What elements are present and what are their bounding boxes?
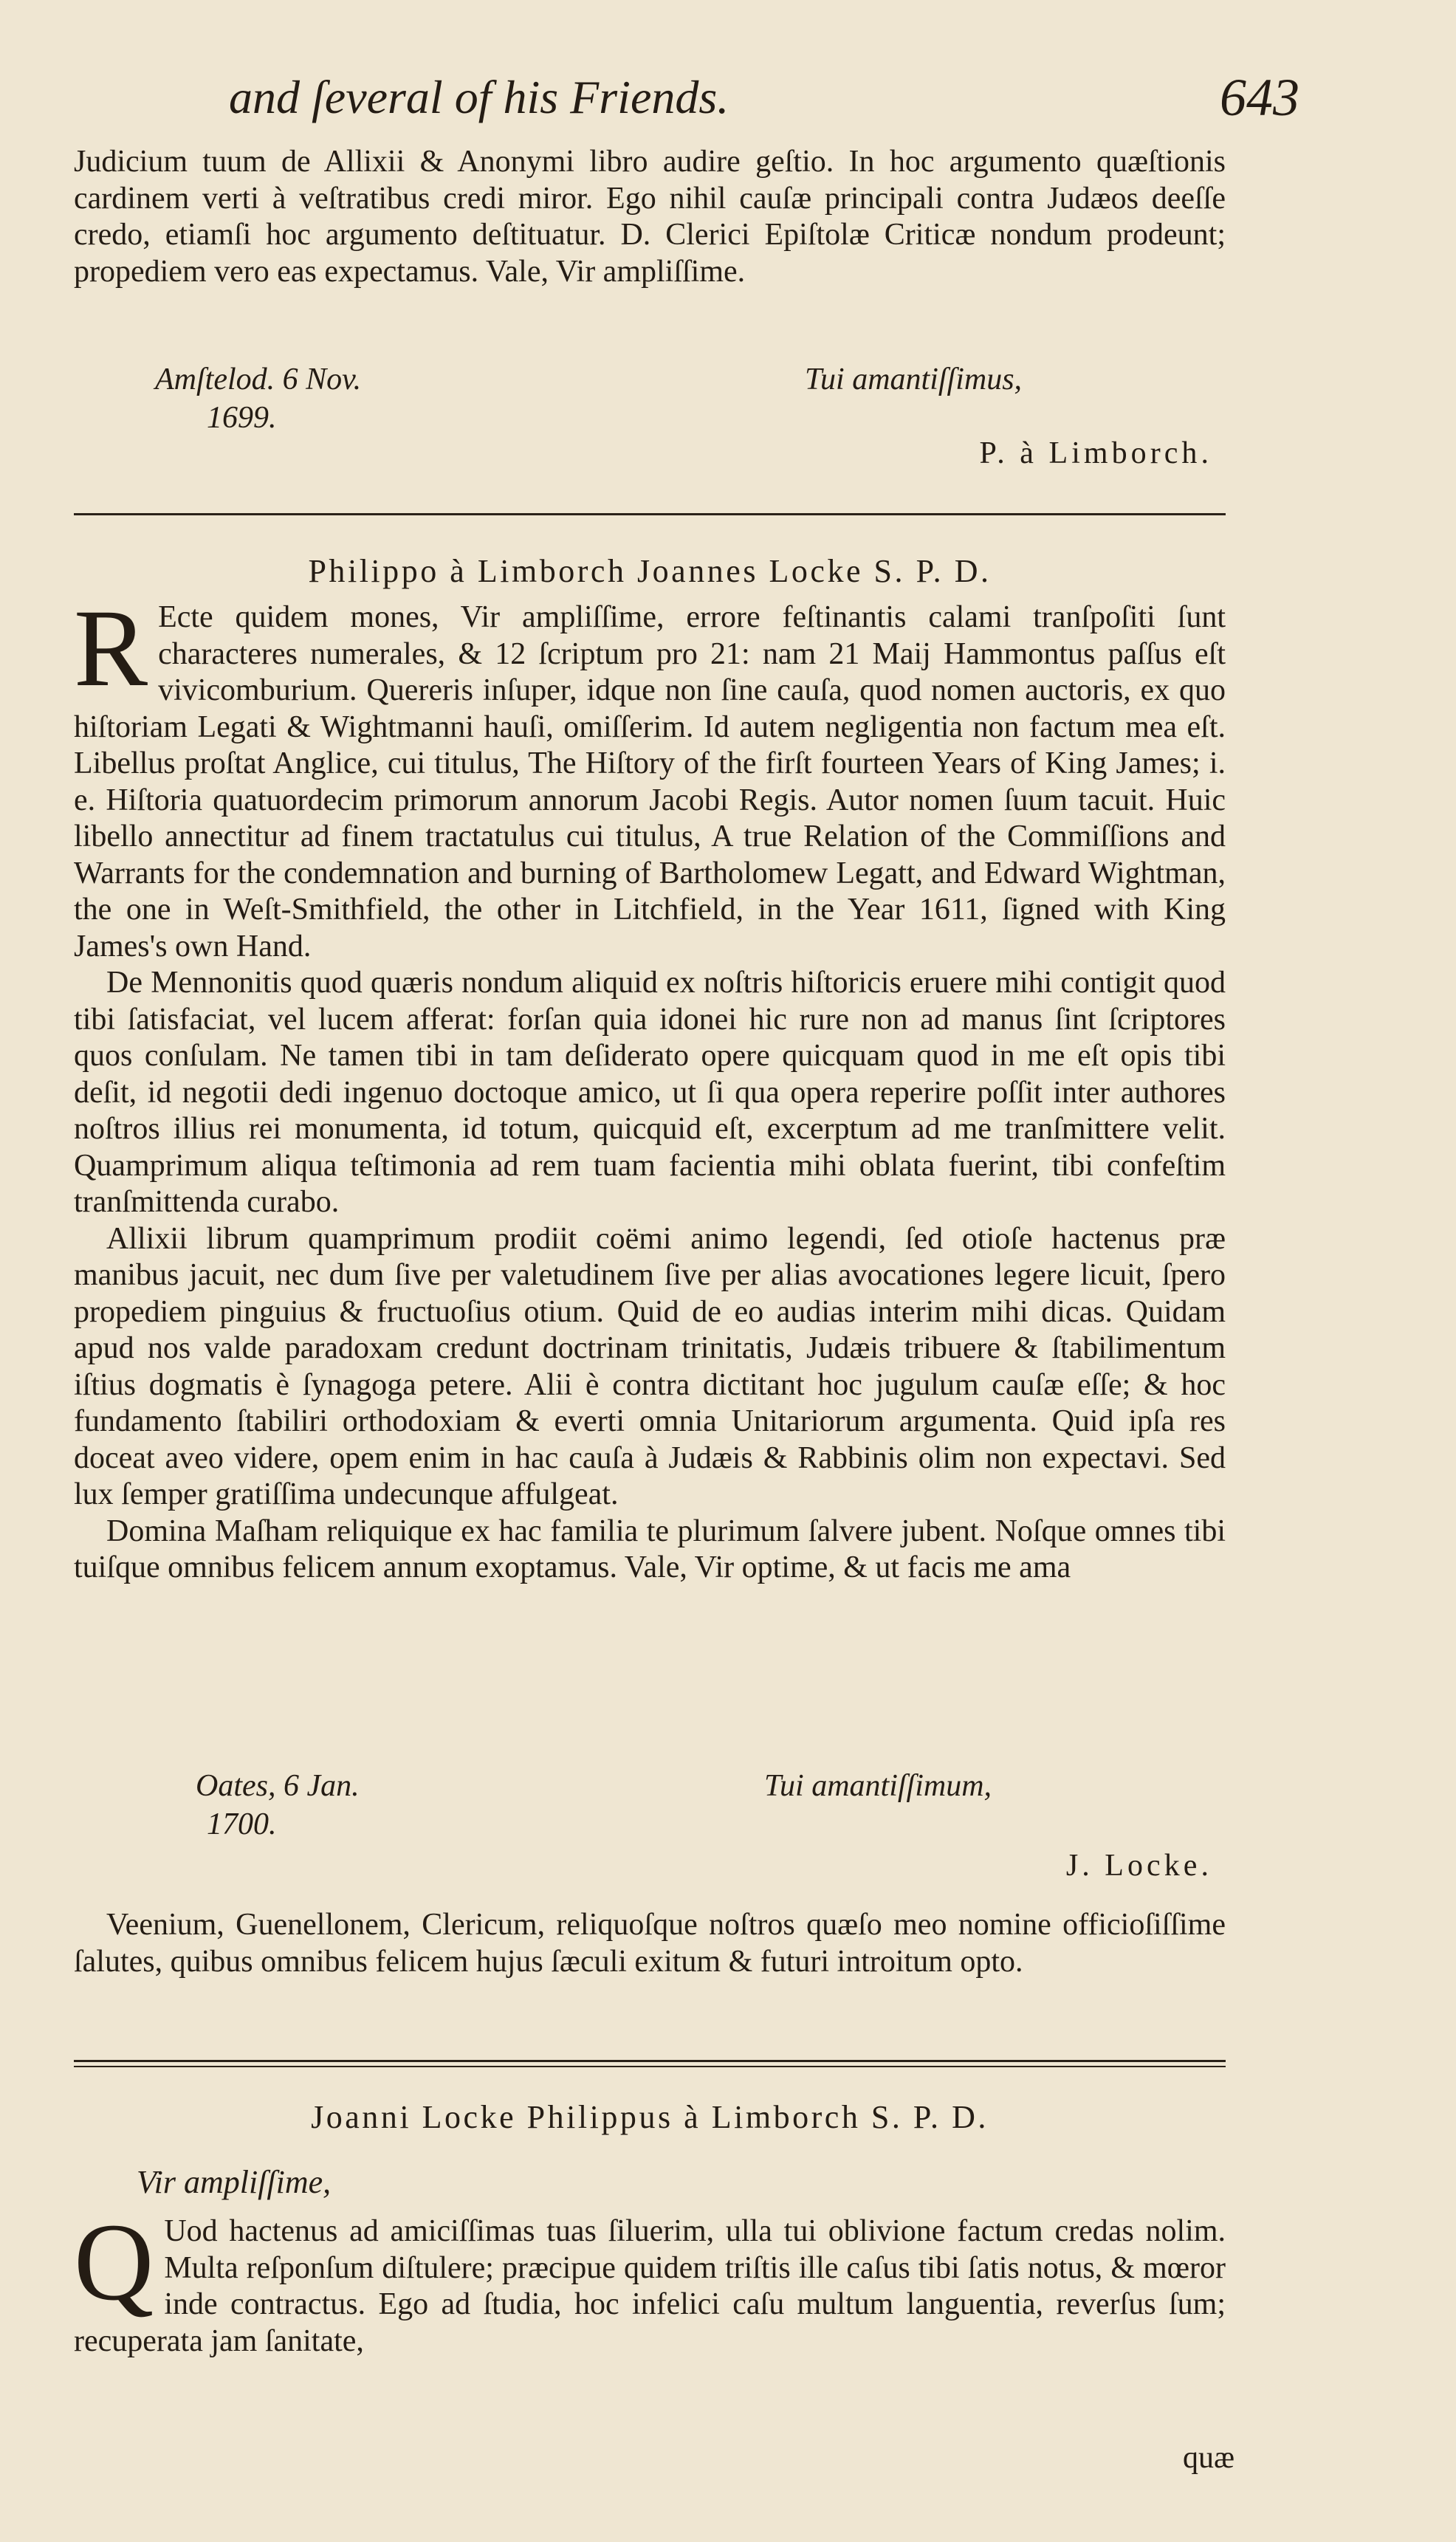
postscript-text: Veenium, Guenellonem, Clericum, reliquoſque noſtros quæſo meo nomine officioſiſſime ſalutes, quibus omnibus felicem hujus ſæculi exitum & futuri introitum opto.: [74, 1908, 1226, 1979]
letter-1-closing: Tui amantiſſimus,: [805, 363, 1023, 396]
letter-2-paragraph-3: Allixii librum quamprimum prodiit coëmi animo legendi, ſed otioſe hactenus præ manibus jacuit, nec dum ſive per valetudinem ſive per alias avocationes legere licuit, ſpero propediem pinguius & fructuoſius otium. Quid de eo audias interim mihi dicas. Quidam apud nos valde paradoxam credunt doctrinam trinitatis, Judæis tribuere & ſtabilimentum iſtius dogmatis è ſynagoga petere. Alii è contra dictitant hoc jugulum cauſæ eſſe; & hoc fundamento ſtabiliri orthodoxiam & everti omnia Unitariorum argumenta. Quid ipſa res doceat aveo videre, opem enim in hac cauſa à Judæis & Rabbinis olim non expectavi. Sed lux ſemper gratiſſima undecunque affulgeat.: [74, 1221, 1226, 1511]
letter-2-signature: J. Locke.: [1065, 1849, 1212, 1883]
letter-2-paragraph-1: [74, 587, 1226, 965]
drop-cap-r: R: [74, 587, 148, 710]
catchword: quæ: [1182, 2441, 1234, 2475]
letter-1-text: Judicium tuum de Allixii & Anonymi libro audire geſtio. In hoc argumento quæſtionis cardinem verti à veſtratibus credi miror. Ego nihil cauſæ principali contra Judæos deeſſe credo, etiamſi hoc argumento deſtituatur. D. Clerici Epiſtolæ Criticæ nondum prodeunt; propediem vero eas expectamus. Vale, Vir ampliſſime.: [74, 145, 1226, 289]
letter-3-paragraph-1-text: Uod hactenus ad amiciſſimas tuas ſiluerim, ulla tui oblivione factum credas nolim. Multa reſponſum diſtulere; præcipue quidem triſtis ille caſus tibi ſatis notus, & mœror inde contractus. Ego ad ſtudia, hoc infelici caſu multum languentia, reverſus ſum; recuperata jam ſanitate,: [74, 2214, 1226, 2358]
letter-1-body: [74, 144, 1226, 290]
letter-1-place: Amſtelod. 6 Nov.: [155, 363, 362, 396]
letter-3-heading: Joanni Locke Philippus à Limborch S. P. D.: [311, 2099, 989, 2135]
divider-rule: [74, 2066, 1226, 2067]
running-title: and ſeveral of his Friends.: [229, 71, 729, 123]
letter-1-signature: P. à Limborch.: [979, 436, 1212, 470]
divider-rule: [74, 2060, 1226, 2062]
letter-2-postscript: [74, 1907, 1226, 1980]
letter-3-salutation: Vir ampliſſime,: [137, 2164, 332, 2200]
divider-rule: [74, 513, 1226, 515]
letter-2-year: 1700.: [207, 1807, 277, 1841]
letter-2-paragraph-4: Domina Maſham reliquique ex hac familia te plurimum ſalvere jubent. Noſque omnes tibi tuiſque omnibus felicem annum exoptamus. Vale, Vir optime, & ut facis me ama: [74, 1514, 1226, 1584]
letter-2-place: Oates, 6 Jan.: [196, 1769, 360, 1803]
letter-1-year: 1699.: [207, 401, 277, 435]
letter-2-heading: Philippo à Limborch Joannes Locke S. P. D.: [308, 553, 992, 589]
letter-2-closing: Tui amantiſſimum,: [764, 1769, 992, 1803]
drop-cap-q: Q: [74, 2201, 154, 2323]
running-header: [148, 70, 1299, 137]
letter-3-paragraph-1: [74, 2201, 1226, 2360]
letter-2-paragraph-1-text: Ecte quidem mones, Vir ampliſſime, errore feſtinantis calami tranſpoſiti ſunt characteres numerales, & 12 ſcriptum pro 21: nam 21 Maij Hammontus paſſus eſt vivicomburium. Quereris inſuper, idque non ſine cauſa, quod nomen auctoris, ex quo hiſtoriam Legati & Wightmanni hauſi, omiſſerim. Id autem negligentia non factum mea eſt. Libellus proſtat Anglice, cui titulus, The Hiſtory of the firſt fourteen Years of King James; i. e. Hiſtoria quatuordecim primorum annorum Jacobi Regis. Autor nomen ſuum tacuit. Huic libello annectitur ad finem tractatulus cui titulus, A true Relation of the Commiſſions and Warrants for the condemnation and burning of Bartholomew Legatt, and Edward Wightman, the one in Weſt-Smithfield, the other in Litchfield, in the Year 1611, ſigned with King James's own Hand.: [74, 600, 1226, 963]
letter-3-body: [74, 2201, 1226, 2360]
page-number: 643: [1220, 68, 1299, 127]
letter-2-paragraph-2: De Mennonitis quod quæris nondum aliquid ex noſtris hiſtoricis eruere mihi contigit quod tibi ſatisfaciat, vel lucem afferat: forſan quia idonei hic rure non ad manus ſint ſcriptores quos conſulam. Ne tamen tibi in tam deſiderato opere quicquam quod in me eſt opis tibi deſit, id negotii dedi ingenuo doctoque amico, ut ſi qua opera reperire poſſit inter authores noſtros illius rei monumenta, id totum, quicquid eſt, excerptum ad me tranſmittere velit. Quamprimum aliqua teſtimonia ad rem tuam facientia mihi oblata fuerint, tibi confeſtim tranſmittenda curabo.: [74, 966, 1226, 1219]
letter-2-body: [74, 587, 1226, 1587]
